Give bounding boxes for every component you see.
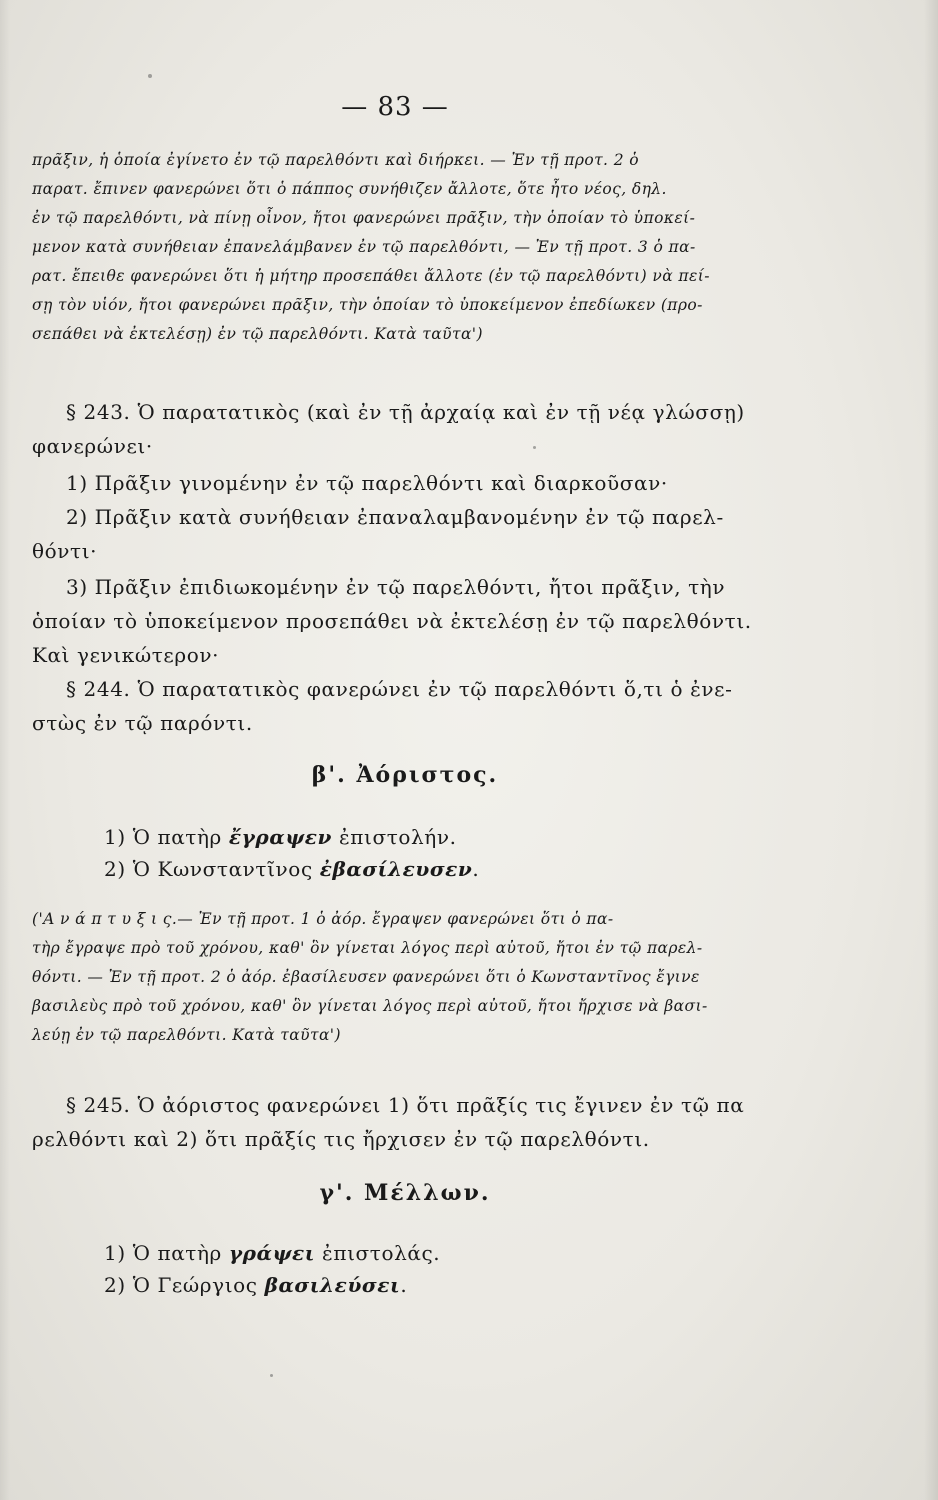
explanation-note-1 — [32, 146, 802, 349]
list-item-continuation: ὁποίαν τὸ ὑποκείμενον προσεπάθει νὰ ἐκτελέσῃ ἐν τῷ παρελθόντι. — [32, 609, 752, 633]
list-item-continuation: Καὶ γενικώτερον· — [32, 643, 220, 667]
example-subject: Ὁ πατὴρ — [132, 1241, 229, 1265]
example-object: . — [400, 1273, 408, 1297]
page-left-shadow — [0, 0, 10, 1500]
example-subject: Ὁ Γεώργιος — [132, 1273, 265, 1297]
note-line: τὴρ ἔγραψε πρὸ τοῦ χρόνου, καθ' ὃν γίνεται λόγος περὶ αὐτοῦ, ἤτοι ἐν τῷ παρελ- — [32, 939, 703, 957]
heading-aorist: β'. Ἀόριστος. — [311, 762, 499, 788]
example-subject: Ὁ Κωνσταντῖνος — [132, 857, 320, 881]
list-item: 1) Πρᾶξιν γινομένην ἐν τῷ παρελθόντι καὶ διαρκοῦσαν· — [66, 471, 668, 495]
note-line: σῃ τὸν υἱόν, ἤτοι φανερώνει πρᾶξιν, τὴν ὁποίαν τὸ ὑποκείμενον ἐπεδίωκεν (προ- — [32, 296, 703, 314]
paragraph-line: § 244. Ὁ παρατατικὸς φανερώνει ἐν τῷ παρελθόντι ὅ,τι ὁ ἐνε- — [66, 677, 733, 701]
example-number: 2) — [104, 1273, 126, 1297]
paragraph-line: φανερώνει· — [32, 434, 153, 458]
example-verb: γράψει — [228, 1241, 316, 1265]
example-number: 2) — [104, 857, 126, 881]
print-speck — [270, 1374, 273, 1377]
print-speck — [148, 74, 152, 78]
note-line: βασιλεὺς πρὸ τοῦ χρόνου, καθ' ὃν γίνεται λόγος περὶ αὐτοῦ, ἤτοι ἤρχισε νὰ βασι- — [32, 997, 708, 1015]
print-speck — [533, 446, 536, 449]
future-example-2 — [104, 1268, 407, 1302]
paragraph-line: § 245. Ὁ ἀόριστος φανερώνει 1) ὅτι πρᾶξίς τις ἔγινεν ἐν τῷ πα — [66, 1093, 745, 1117]
example-number: 1) — [104, 825, 126, 849]
list-item: 2) Πρᾶξιν κατὰ συνήθειαν ἐπαναλαμβανομένην ἐν τῷ παρελ- — [66, 505, 724, 529]
section-243 — [32, 395, 802, 463]
list-item-continuation: θόντι· — [32, 539, 98, 563]
section-243-list — [32, 466, 802, 672]
page-right-shadow — [924, 0, 938, 1500]
paragraph-line: ρελθόντι καὶ 2) ὅτι πρᾶξίς τις ἤρχισεν ἐν τῷ παρελθόντι. — [32, 1127, 650, 1151]
note-line: θόντι. — Ἐν τῇ προτ. 2 ὁ ἀόρ. ἐβασίλευσεν φανερώνει ὅτι ὁ Κωνσταντῖνος ἔγινε — [32, 968, 700, 986]
paragraph-line: § 243. Ὁ παρατατικὸς (καὶ ἐν τῇ ἀρχαίᾳ καὶ ἐν τῇ νέᾳ γλώσσῃ) — [66, 400, 745, 424]
note-line: σεπάθει νὰ ἐκτελέσῃ) ἐν τῷ παρελθόντι. Κατὰ ταῦτα') — [32, 325, 483, 343]
example-verb: βασιλεύσει — [264, 1273, 401, 1297]
section-245 — [32, 1088, 802, 1156]
note-line: πρᾶξιν, ἡ ὁποία ἐγίνετο ἐν τῷ παρελθόντι καὶ διήρκει. — Ἐν τῇ προτ. 2 ὁ — [32, 151, 640, 169]
note-line: μενον κατὰ συνήθειαν ἐπανελάμβανεν ἐν τῷ παρελθόντι, — Ἐν τῇ προτ. 3 ὁ πα- — [32, 238, 696, 256]
aorist-example-2 — [104, 852, 479, 886]
section-244 — [32, 672, 802, 740]
example-verb: ἔγραψεν — [228, 825, 332, 849]
aorist-example-1 — [104, 820, 457, 854]
note-line: ἐν τῷ παρελθόντι, νὰ πίνῃ οἶνον, ἤτοι φανερώνει πρᾶξιν, τὴν ὁποίαν τὸ ὑποκεί- — [32, 209, 696, 227]
example-object: . — [472, 857, 480, 881]
note-line: λεύῃ ἐν τῷ παρελθόντι. Κατὰ ταῦτα') — [32, 1026, 341, 1044]
example-subject: Ὁ πατὴρ — [132, 825, 229, 849]
note-line: παρατ. ἔπινεν φανερώνει ὅτι ὁ πάππος συνήθιζεν ἄλλοτε, ὅτε ἦτο νέος, δηλ. — [32, 180, 667, 198]
paragraph-line: στὼς ἐν τῷ παρόντι. — [32, 711, 253, 735]
future-example-1 — [104, 1236, 440, 1270]
note-line: ('Α ν ά π τ υ ξ ι ς.— Ἐν τῇ προτ. 1 ὁ ἀόρ. ἔγραψεν φανερώνει ὅτι ὁ πα- — [32, 910, 614, 928]
explanation-note-2 — [32, 905, 802, 1050]
heading-future: γ'. Μέλλων. — [319, 1180, 491, 1206]
note-line: ρατ. ἔπειθε φανερώνει ὅτι ἡ μήτηρ προσεπάθει ἄλλοτε (ἐν τῷ παρελθόντι) νὰ πεί- — [32, 267, 710, 285]
list-item: 3) Πρᾶξιν ἐπιδιωκομένην ἐν τῷ παρελθόντι, ἤτοι πρᾶξιν, τὴν — [66, 575, 726, 599]
example-verb: ἐβασίλευσεν — [319, 857, 473, 881]
page-number: — 83 — — [341, 92, 449, 122]
example-object: ἐπιστολάς. — [315, 1241, 441, 1265]
example-number: 1) — [104, 1241, 126, 1265]
example-object: ἐπιστολήν. — [332, 825, 457, 849]
